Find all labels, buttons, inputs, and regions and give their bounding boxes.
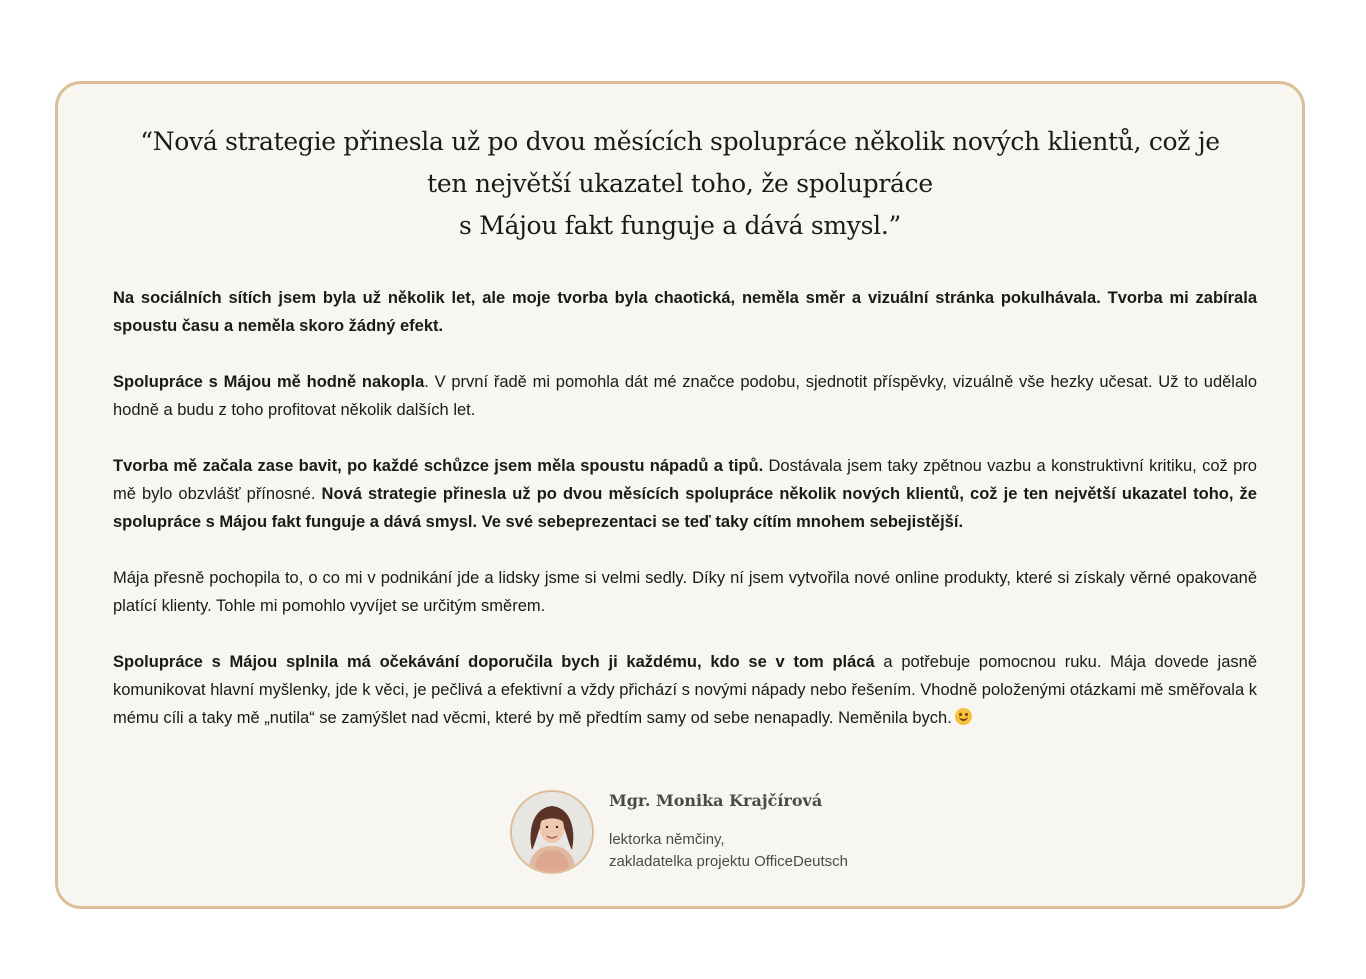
paragraph-3-text: Dostávala jsem taky zpětnou vazbu a konstruktivní kritiku, což pro mě bylo obzvlášť přínosné. [113, 457, 1257, 503]
author-avatar [510, 790, 594, 874]
author-name: Mgr. Monika Krajčírová [609, 791, 823, 810]
quote-line-2: ten největší ukazatel toho, že spolupráce [427, 169, 933, 198]
paragraph-4 [113, 564, 1257, 620]
paragraph-2-text: . V první řadě mi pomohla dát mé značce podobu, sjednotit příspěvky, vizuálně vše hezky učesat. Už to udělalo hodně a budu z toho profitovat několik dalších let. [113, 373, 1257, 419]
paragraph-5 [113, 648, 1257, 732]
paragraph-2 [113, 368, 1257, 424]
quote-line-3: s Májou fakt funguje a dává smysl.” [459, 211, 901, 240]
testimonial-quote [58, 121, 1302, 247]
author-role-line-1: lektorka němčiny, [609, 831, 725, 848]
paragraph-3 [113, 452, 1257, 536]
paragraph-4-text: Mája přesně pochopila to, o co mi v podnikání jde a lidsky jsme si velmi sedly. Díky ní jsem vytvořila nové online produkty, které si získaly věrné opakovaně platící klienty. Tohle mi pomohlo vyvíjet se určitým směrem. [113, 569, 1257, 615]
testimonial-card [55, 81, 1305, 909]
smiling-face-emoji-icon [955, 708, 972, 725]
quote-line-1: “Nová strategie přinesla už po dvou měsících spolupráce několik nových klientů, což je [140, 127, 1220, 156]
paragraph-2-bold: Spolupráce s Májou mě hodně nakopla [113, 373, 425, 391]
paragraph-1 [113, 284, 1257, 340]
paragraph-3-bold: Tvorba mě začala zase bavit, po každé schůzce jsem měla spoustu nápadů a tipů. [113, 457, 764, 475]
paragraph-3-bold-2: Nová strategie přinesla už po dvou měsících spolupráce několik nových klientů, což je ten největší ukazatel toho, že spolupráce s Májou fakt funguje a dává smysl. Ve své sebeprezentaci se teď taky cítím mnohem sebejistější. [113, 485, 1257, 531]
author-role [609, 829, 848, 873]
testimonial-body [113, 284, 1257, 760]
paragraph-5-bold: Spolupráce s Májou splnila má očekávání doporučila bych ji každému, kdo se v tom plácá [113, 653, 875, 671]
author-portrait-icon [512, 792, 592, 872]
author-role-line-2: zakladatelka projektu OfficeDeutsch [609, 853, 849, 870]
paragraph-1-bold: Na sociálních sítích jsem byla už několik let, ale moje tvorba byla chaotická, neměla směr a vizuální stránka pokulhávala. Tvorba mi zabírala spoustu času a neměla skoro žádný efekt. [113, 289, 1257, 335]
paragraph-5-text: a potřebuje pomocnou ruku. Mája dovede jasně komunikovat hlavní myšlenky, jde k věci, je pečlivá a efektivní a vždy přichází s novými nápady nebo řešením. Vhodně položenými otázkami mě směřovala k mému cíli a taky mě „nutila“ se zamýšlet nad věcmi, které by mě předtím samy od sebe nenapadly. Neměnila bych. [113, 653, 1258, 727]
